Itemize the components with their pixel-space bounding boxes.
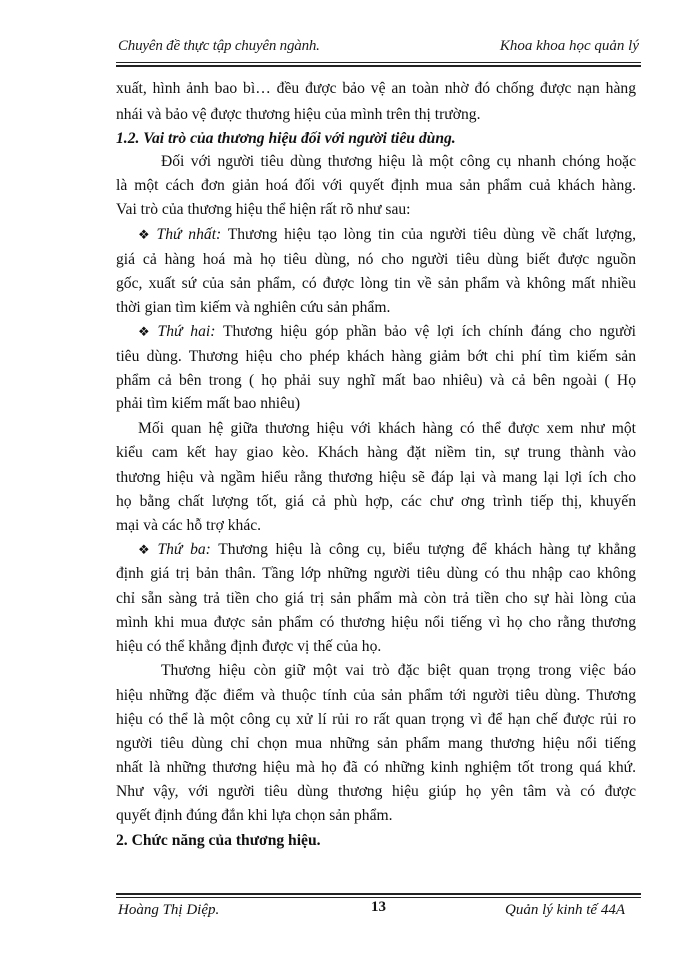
- body-line: kiểu cam kết hay giao kèo. Khách hàng đặt niềm tin, sự trung thành vào: [116, 444, 636, 461]
- section-heading-1-2: 1.2. Vai trò của thương hiệu đối với người tiêu dùng.: [116, 130, 456, 147]
- page-header: [116, 38, 641, 60]
- header-rule: [116, 62, 641, 67]
- footer-rule: [116, 893, 641, 898]
- bullet-text: Thương hiệu góp phần bảo vệ lợi ích chính đáng cho người: [222, 323, 637, 340]
- body-line: hiệu có thể là một công cụ xử lí rủi ro rất quan trọng vì để hạn chế được rủi ro: [116, 711, 636, 728]
- body-line: người tiêu dùng chỉ chọn mua những sản phẩm mang thương hiệu nổi tiếng: [116, 735, 636, 752]
- body-line: định giá trị bản thân. Tầng lớp những người tiêu dùng có thu nhập cao không: [116, 565, 636, 582]
- body-line: phải tìm kiếm mất bao nhiêu): [116, 395, 301, 412]
- bullet-line-1: [138, 224, 636, 246]
- body-line: hiệu những đặc điểm và thuộc tính của sản phẩm tới người tiêu dùng. Thương: [116, 687, 636, 704]
- body-line: Vai trò của thương hiệu thể hiện rất rõ như sau:: [116, 201, 411, 218]
- body-line: giá cả hàng hoá mà họ tiêu dùng, nó cho người tiêu dùng biết được nguồn: [116, 251, 636, 268]
- bullet-symbol: ❖: [138, 324, 154, 339]
- bullet-line-2: [138, 321, 636, 343]
- body-line: thời gian tìm kiếm và nghiên cứu sản phẩm.: [116, 299, 391, 316]
- body-line: Như vậy, với người tiêu dùng thương hiệu giúp họ yên tâm và có được: [116, 783, 636, 800]
- section-heading-2: 2. Chức năng của thương hiệu.: [116, 832, 321, 849]
- bullet-symbol: ❖: [138, 542, 154, 557]
- body-line: mình khi mua được sản phẩm có thương hiệu nổi tiếng vì họ cho rằng thương: [116, 614, 636, 631]
- body-line: là một cách đơn giản hoá đối với quyết định mua sản phẩm cuả khách hàng.: [116, 177, 636, 194]
- body-line: hiệu có thể khẳng định được vị thế của họ.: [116, 638, 382, 655]
- bullet-text: Thương hiệu tạo lòng tin của người tiêu dùng về chất lượng,: [227, 226, 636, 243]
- bullet-line-3: [138, 539, 636, 561]
- bullet-symbol: ❖: [138, 227, 153, 242]
- body-line: quyết định đúng đắn khi lựa chọn sản phẩm.: [116, 807, 393, 824]
- bullet-label-second: Thứ hai:: [157, 323, 216, 340]
- body-line: thương hiệu và ngầm hiểu rằng thương hiệu sẽ đáp lại và mang lại lợi ích cho: [116, 469, 636, 486]
- body-line: họ bằng chất lượng tốt, giá cả phù hợp, các chư ơng trình tiếp thị, khuyến: [116, 493, 636, 510]
- body-line: Đối với người tiêu dùng thương hiệu là một công cụ nhanh chóng hoặc: [161, 153, 636, 170]
- body-line: gốc, xuất sứ của sản phẩm, có được lòng tin về sản phẩm và không mất nhiều: [116, 275, 636, 292]
- bullet-label-third: Thứ ba:: [157, 541, 211, 558]
- body-line: Mối quan hệ giữa thương hiệu với khách hàng có thể được xem như một: [138, 420, 636, 437]
- bullet-label-first: Thứ nhất:: [156, 226, 222, 243]
- body-line: Thương hiệu còn giữ một vai trò đặc biệt quan trọng trong việc báo: [161, 662, 636, 679]
- bullet-text: Thương hiệu là công cụ, biểu tượng để khách hàng tự khẳng: [218, 541, 636, 558]
- body-line: chỉ sẵn sàng trả tiền cho giá trị sản phẩm mà còn trả tiền cho sự hài lòng của: [116, 590, 636, 607]
- page-number: 13: [371, 899, 386, 915]
- body-line: xuất, hình ảnh bao bì… đều được bảo vệ an toàn nhờ đó chống được nạn hàng: [116, 80, 636, 97]
- footer-class: Quản lý kinh tế 44A: [505, 902, 625, 918]
- body-line: nhất là những thương hiệu mà họ đã có những kinh nghiệm tốt trong quá khứ.: [116, 759, 636, 776]
- body-line: phẩm cả bên trong ( họ phải suy nghĩ mất bao nhiêu) và cả bên ngoài ( Họ: [116, 372, 636, 389]
- body-line: tiêu dùng. Thương hiệu cho phép khách hàng giảm bớt chi phí tìm kiếm sản: [116, 348, 636, 365]
- footer-author: Hoàng Thị Diệp.: [118, 902, 220, 918]
- body-line: nhái và bảo vệ được thương hiệu của mình trên thị trường.: [116, 106, 481, 123]
- body-line: mại và các hỗ trợ khác.: [116, 517, 262, 534]
- header-left-title: Chuyên đề thực tập chuyên ngành.: [118, 38, 320, 54]
- header-right-title: Khoa khoa học quản lý: [499, 38, 639, 54]
